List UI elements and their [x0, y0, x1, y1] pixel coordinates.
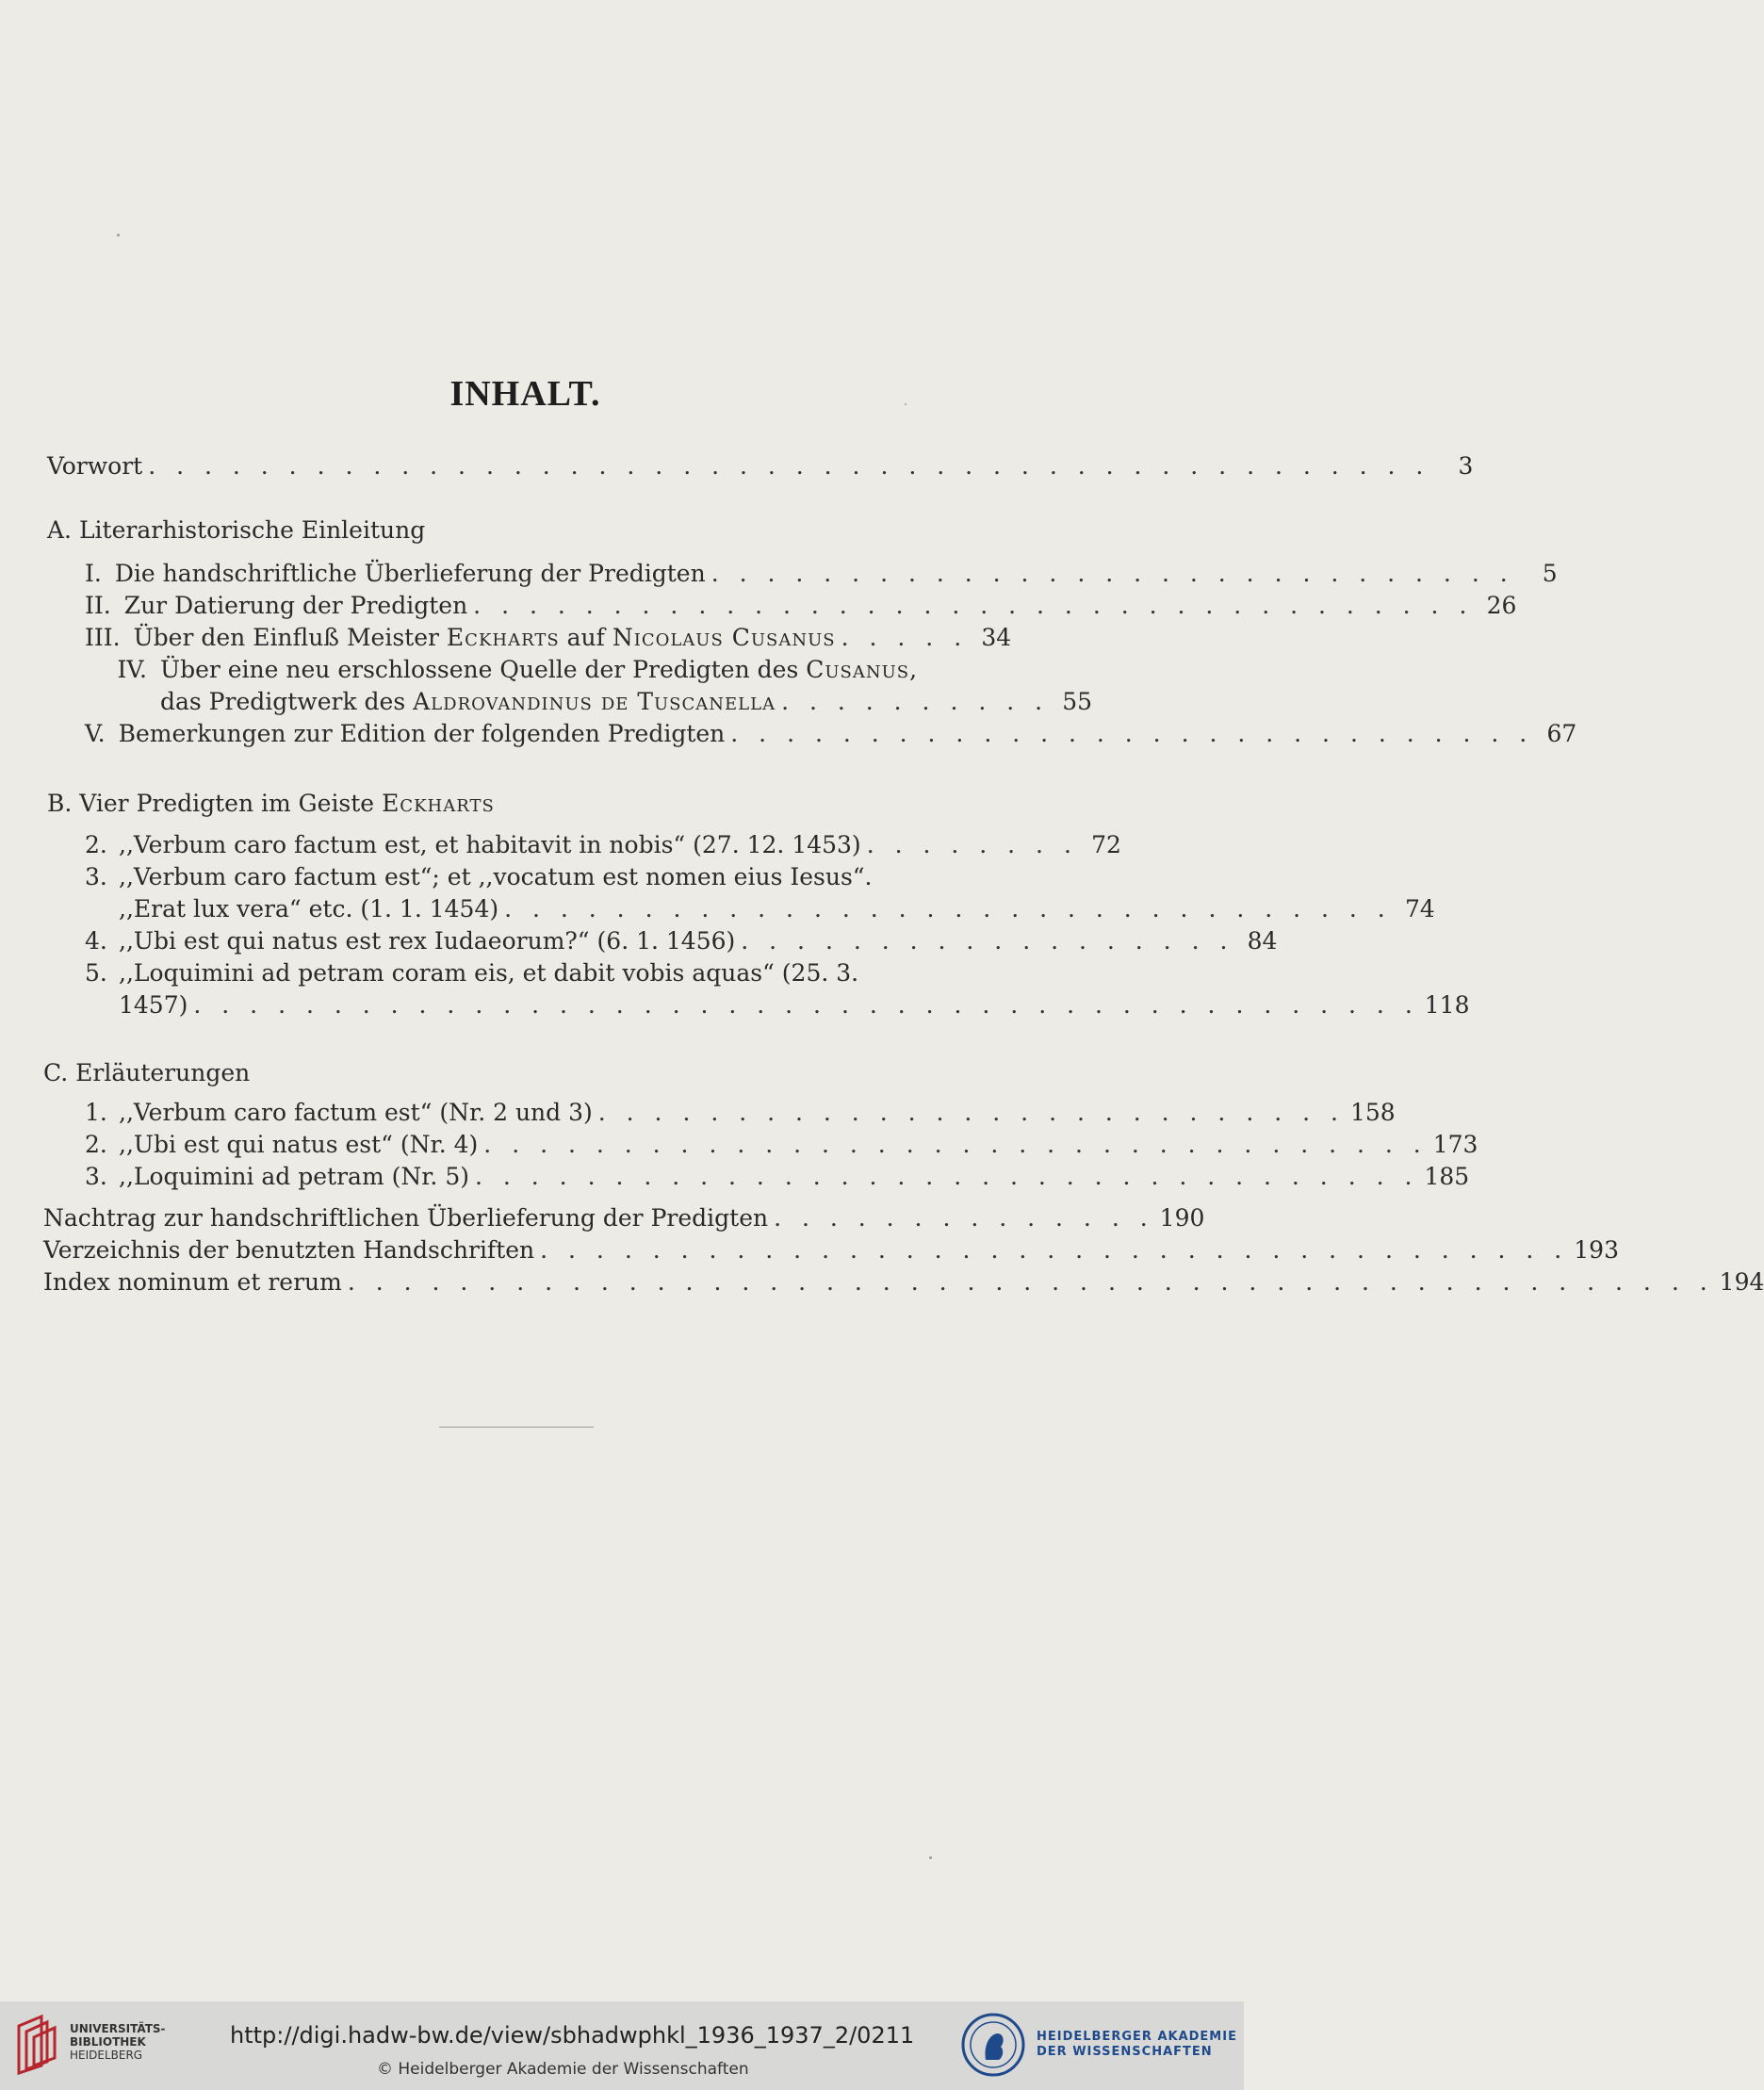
toc-entry: Verzeichnis der benutzten Handschriften . . . . . . . . . . . . . . . . . . . . . . . . . . . . . . . . . . . . . 193 — [43, 1234, 999, 1266]
toc-entry-number: IV. — [117, 656, 147, 683]
toc-entry-text: ,,Ubi est qui natus est“ (Nr. 4) — [119, 1131, 479, 1158]
toc-entry — [85, 654, 999, 686]
toc-entry-number: 3. — [85, 1163, 107, 1190]
toc-page-number: 194 — [1719, 1268, 1764, 1296]
paper-speck — [929, 1856, 932, 1859]
toc-entry-text: Index nominum et rerum — [43, 1268, 342, 1296]
hadw-seal-logo-icon — [961, 2011, 1025, 2079]
toc-page-number: 84 — [1247, 927, 1278, 955]
toc-entry-number: 5. — [85, 959, 107, 987]
toc-entry-text: Verzeichnis der benutzten Handschriften — [43, 1236, 535, 1264]
toc-page-number: 193 — [1574, 1236, 1619, 1264]
permalink-url[interactable]: http://digi.hadw-bw.de/view/sbhadwphkl_1936_1937_2/0211 — [230, 2022, 915, 2049]
toc-entry-text: Nachtrag zur handschriftlichen Überlieferung der Predigten — [43, 1204, 769, 1232]
toc-page-number: 55 — [1062, 688, 1093, 715]
toc-entry-number: III. — [85, 624, 121, 651]
toc-entry-number: II. — [85, 592, 111, 619]
toc-entry-text: ,,Ubi est qui natus est rex Iudaeorum?“ (6. 1. 1456) — [119, 927, 736, 955]
page-title: INHALT. — [449, 374, 601, 414]
ub-heidelberg-logo-icon — [13, 2011, 60, 2079]
hadw-label: HEIDELBERGER AKADEMIE DER WISSENSCHAFTEN — [1037, 2030, 1237, 2059]
toc-entry: II. Zur Datierung der Predigten . . . . . . . . . . . . . . . . . . . . . . . . . . . . . . . . . . . . 26 — [85, 590, 999, 622]
toc-page-number: 185 — [1424, 1163, 1470, 1190]
toc-entry: 4. ,,Ubi est qui natus est rex Iudaeorum?“ (6. 1. 1456) . . . . . . . . . . . . . . . . . . 84 — [85, 925, 999, 957]
toc-entry: 2. ,,Ubi est qui natus est“ (Nr. 4) . . . . . . . . . . . . . . . . . . . . . . . . . . . . . . . . . . 173 — [85, 1129, 999, 1161]
toc-entry-number: 4. — [85, 927, 107, 955]
toc-entry-number: 2. — [85, 1131, 107, 1158]
toc-entry — [85, 861, 999, 893]
toc-entry: Index nominum et rerum . . . . . . . . . . . . . . . . . . . . . . . . . . . . . . . . . . . . . . . . . . . . . . . . . 194 — [43, 1266, 999, 1298]
toc-entry — [85, 957, 999, 989]
toc-page-number: 3 — [1458, 452, 1474, 480]
toc-entry-text: ,,Loquimini ad petram coram eis, et dabit vobis aquas“ (25. 3. — [119, 959, 859, 987]
toc-entry-vorwort: Vorwort . . . . . . . . . . . . . . . . . . . . . . . . . . . . . . . . . . . . . . . . . . . . . . 3 — [47, 450, 999, 482]
toc-entry: III. Über den Einfluß Meister Eckharts auf Nicolaus Cusanus . . . . . 34 — [85, 622, 999, 654]
toc-page-number: 72 — [1091, 831, 1121, 858]
toc-page-number: 173 — [1432, 1131, 1478, 1158]
toc-entry-text: Zur Datierung der Predigten — [123, 592, 468, 619]
toc-page-number: 118 — [1424, 991, 1470, 1019]
toc-entry-text: Vorwort — [47, 452, 143, 480]
toc-page-number: 26 — [1486, 592, 1517, 619]
toc-entry-text: ,,Verbum caro factum est“ (Nr. 2 und 3) — [119, 1099, 593, 1126]
toc-entry-text: Die handschriftliche Überlieferung der Predigten — [114, 560, 706, 587]
toc-entry-text: ,,Verbum caro factum est“; et ,,vocatum est nomen eius Iesus“. — [119, 863, 873, 890]
toc-page-number: 190 — [1159, 1204, 1205, 1232]
toc-page-number: 5 — [1542, 560, 1558, 587]
toc-entry: Nachtrag zur handschriftlichen Überlieferung der Predigten . . . . . . . . . . . . . . 190 — [43, 1202, 999, 1234]
toc-page-number: 74 — [1404, 895, 1435, 923]
toc-page-number: 158 — [1349, 1099, 1396, 1126]
section-heading-a: A. Literarhistorische Einleitung — [47, 516, 426, 544]
toc-entry-text: ,,Verbum caro factum est, et habitavit in nobis“ (27. 12. 1453) — [119, 831, 861, 858]
footer-bar — [0, 2001, 1244, 2090]
toc-entry-text: ,,Loquimini ad petram (Nr. 5) — [119, 1163, 469, 1190]
toc-entry-text: das Predigtwerk des Aldrovandinus de Tuscanella — [160, 688, 776, 715]
toc-entry-text: Über den Einfluß Meister Eckharts auf Nicolaus Cusanus — [133, 624, 836, 651]
toc-entry-continuation: 1457) . . . . . . . . . . . . . . . . . . . . . . . . . . . . . . . . . . . . . . . . . . . . 118 — [119, 989, 999, 1021]
toc-entry-number: 3. — [85, 863, 107, 890]
toc-entry-text: 1457) — [119, 991, 188, 1019]
toc-entry-number: 2. — [85, 831, 107, 858]
toc-entry-text: Bemerkungen zur Edition der folgenden Predigten — [118, 720, 726, 747]
toc-entry-continuation: ,,Erat lux vera“ etc. (1. 1. 1454) . . . . . . . . . . . . . . . . . . . . . . . . . . . . . . . . 74 — [119, 893, 999, 925]
closing-rule — [439, 1427, 594, 1428]
toc-entry-number: 1. — [85, 1099, 107, 1126]
toc-entry: I. Die handschriftliche Überlieferung der Predigten . . . . . . . . . . . . . . . . . . . . . . . . . . . . . 5 — [85, 558, 999, 590]
section-heading-b: B. Vier Predigten im Geiste Eckharts — [47, 790, 495, 817]
toc-entry: 1. ,,Verbum caro factum est“ (Nr. 2 und 3) . . . . . . . . . . . . . . . . . . . . . . . . . . . 158 — [85, 1097, 999, 1129]
toc-entry: 3. ,,Loquimini ad petram (Nr. 5) . . . . . . . . . . . . . . . . . . . . . . . . . . . . . . . . . . 185 — [85, 1161, 999, 1193]
toc-entry-text: Über eine neu erschlossene Quelle der Predigten des Cusanus, — [160, 656, 918, 683]
ub-heidelberg-label: UNIVERSITÄTS- BIBLIOTHEK HEIDELBERG — [70, 2022, 166, 2062]
paper-speck — [905, 403, 906, 405]
toc-entry-continuation: das Predigtwerk des Aldrovandinus de Tuscanella . . . . . . . . . . 55 — [160, 686, 999, 718]
copyright-notice: © Heidelberger Akademie der Wissenschaften — [377, 2060, 749, 2079]
paper-speck — [117, 234, 120, 237]
toc-entry: V. Bemerkungen zur Edition der folgenden Predigten . . . . . . . . . . . . . . . . . . . . . . . . . . . . . 67 — [85, 718, 999, 750]
toc-page-number: 34 — [981, 624, 1012, 651]
toc-entry-number: I. — [85, 560, 102, 587]
toc-page-number: 67 — [1546, 720, 1577, 747]
toc-entry-text: ,,Erat lux vera“ etc. (1. 1. 1454) — [119, 895, 499, 923]
section-heading-c: C. Erläuterungen — [43, 1059, 251, 1086]
toc-entry: 2. ,,Verbum caro factum est, et habitavit in nobis“ (27. 12. 1453) . . . . . . . . 72 — [85, 829, 999, 861]
toc-entry-number: V. — [85, 720, 106, 747]
